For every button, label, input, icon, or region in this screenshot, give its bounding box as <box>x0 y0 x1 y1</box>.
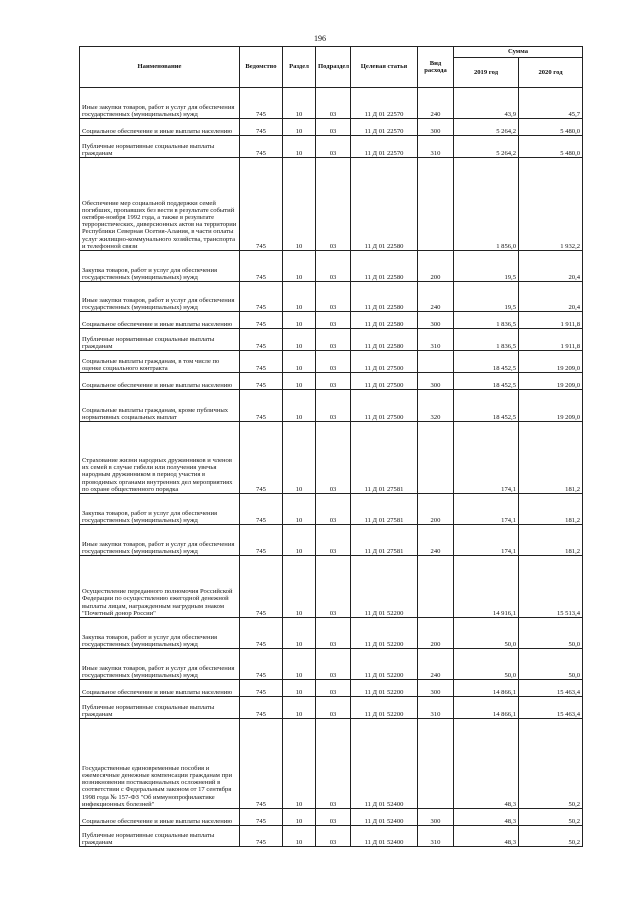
table-row <box>80 312 583 329</box>
row-razdel: 10 <box>283 422 316 494</box>
row-vid <box>418 556 454 618</box>
row-podrazdel: 03 <box>316 719 351 809</box>
row-razdel: 10 <box>283 618 316 649</box>
row-target: 11 Д 01 22580 <box>351 282 418 312</box>
row-name: Осуществление переданного полномочия Российской Федерации по осуществлению ежегодной денежной выплаты лицам, награжденным нагрудным знаком "Почетный донор России" <box>80 556 240 618</box>
row-vedomstvo: 745 <box>240 525 283 556</box>
budget-table <box>79 46 583 847</box>
row-vid: 300 <box>418 680 454 697</box>
row-razdel: 10 <box>283 88 316 119</box>
table-row <box>80 525 583 556</box>
row-razdel: 10 <box>283 390 316 422</box>
row-razdel: 10 <box>283 719 316 809</box>
row-vedomstvo: 745 <box>240 390 283 422</box>
row-razdel: 10 <box>283 809 316 826</box>
row-vid: 300 <box>418 373 454 390</box>
row-2019: 48,3 <box>454 826 519 847</box>
row-vedomstvo: 745 <box>240 158 283 251</box>
table-row <box>80 809 583 826</box>
table-row <box>80 136 583 158</box>
row-2020: 1 911,8 <box>519 312 583 329</box>
row-podrazdel: 03 <box>316 494 351 525</box>
row-target: 11 Д 01 22580 <box>351 251 418 282</box>
row-2019: 43,9 <box>454 88 519 119</box>
row-razdel: 10 <box>283 282 316 312</box>
row-vedomstvo: 745 <box>240 556 283 618</box>
row-2020: 15 463,4 <box>519 680 583 697</box>
row-2020: 15 463,4 <box>519 697 583 719</box>
row-vedomstvo: 745 <box>240 618 283 649</box>
row-vid: 310 <box>418 136 454 158</box>
row-target: 11 Д 01 27500 <box>351 351 418 373</box>
row-2019: 50,0 <box>454 618 519 649</box>
header-vid: Вид расхода <box>418 47 454 88</box>
row-podrazdel: 03 <box>316 88 351 119</box>
row-target: 11 Д 01 22570 <box>351 136 418 158</box>
row-name: Социальные выплаты гражданам, кроме публичных нормативных социальных выплат <box>80 390 240 422</box>
table-row <box>80 158 583 251</box>
row-podrazdel: 03 <box>316 680 351 697</box>
row-name: Публичные нормативные социальные выплаты гражданам <box>80 329 240 351</box>
row-2019: 18 452,5 <box>454 351 519 373</box>
row-vedomstvo: 745 <box>240 373 283 390</box>
row-podrazdel: 03 <box>316 525 351 556</box>
table-row <box>80 119 583 136</box>
row-vedomstvo: 745 <box>240 494 283 525</box>
row-2019: 48,3 <box>454 809 519 826</box>
row-vedomstvo: 745 <box>240 282 283 312</box>
row-target: 11 Д 01 22580 <box>351 329 418 351</box>
row-vid: 320 <box>418 390 454 422</box>
row-target: 11 Д 01 22570 <box>351 119 418 136</box>
row-target: 11 Д 01 52200 <box>351 649 418 680</box>
row-target: 11 Д 01 52200 <box>351 680 418 697</box>
row-name: Публичные нормативные социальные выплаты гражданам <box>80 826 240 847</box>
header-vedomstvo: Ведомство <box>240 47 283 88</box>
row-vedomstvo: 745 <box>240 680 283 697</box>
row-2019: 1 836,5 <box>454 312 519 329</box>
table-row <box>80 680 583 697</box>
row-vid: 300 <box>418 312 454 329</box>
header-summa: Сумма <box>454 47 583 58</box>
row-target: 11 Д 01 52200 <box>351 618 418 649</box>
row-2020: 5 480,0 <box>519 119 583 136</box>
row-vedomstvo: 745 <box>240 119 283 136</box>
row-2019: 14 916,1 <box>454 556 519 618</box>
row-razdel: 10 <box>283 312 316 329</box>
row-vedomstvo: 745 <box>240 251 283 282</box>
row-target: 11 Д 01 27500 <box>351 373 418 390</box>
row-target: 11 Д 01 52400 <box>351 826 418 847</box>
row-target: 11 Д 01 27581 <box>351 494 418 525</box>
row-2019: 5 264,2 <box>454 119 519 136</box>
table-row <box>80 618 583 649</box>
row-2019: 50,0 <box>454 649 519 680</box>
row-2020: 45,7 <box>519 88 583 119</box>
row-vedomstvo: 745 <box>240 719 283 809</box>
row-vedomstvo: 745 <box>240 329 283 351</box>
row-target: 11 Д 01 22570 <box>351 88 418 119</box>
row-vid <box>418 158 454 251</box>
row-target: 11 Д 01 27500 <box>351 390 418 422</box>
row-2020: 5 480,0 <box>519 136 583 158</box>
row-razdel: 10 <box>283 697 316 719</box>
row-razdel: 10 <box>283 119 316 136</box>
row-2019: 14 866,1 <box>454 697 519 719</box>
row-name: Социальное обеспечение и иные выплаты населению <box>80 809 240 826</box>
row-podrazdel: 03 <box>316 556 351 618</box>
row-target: 11 Д 01 27581 <box>351 422 418 494</box>
row-2019: 18 452,5 <box>454 390 519 422</box>
table-row <box>80 826 583 847</box>
table-row <box>80 649 583 680</box>
row-podrazdel: 03 <box>316 422 351 494</box>
header-target: Целевая статья <box>351 47 418 88</box>
row-vedomstvo: 745 <box>240 809 283 826</box>
row-podrazdel: 03 <box>316 329 351 351</box>
row-2019: 19,5 <box>454 282 519 312</box>
row-vid: 300 <box>418 809 454 826</box>
row-target: 11 Д 01 52400 <box>351 809 418 826</box>
row-podrazdel: 03 <box>316 649 351 680</box>
row-name: Социальное обеспечение и иные выплаты населению <box>80 312 240 329</box>
row-vedomstvo: 745 <box>240 351 283 373</box>
row-2020: 19 209,0 <box>519 373 583 390</box>
row-vid <box>418 719 454 809</box>
header-2019: 2019 год <box>454 58 519 88</box>
row-razdel: 10 <box>283 251 316 282</box>
row-name: Государственные единовременные пособия и ежемесячные денежные компенсации гражданам при возникновении поствакцинальных осложнений в соответствии с Федеральным законом от 17 сентября 1998 года № 157-ФЗ "Об иммунопрофилактике инфекционных болезней" <box>80 719 240 809</box>
row-target: 11 Д 01 22580 <box>351 312 418 329</box>
row-2019: 1 836,5 <box>454 329 519 351</box>
table-row <box>80 719 583 809</box>
row-podrazdel: 03 <box>316 373 351 390</box>
row-vid <box>418 351 454 373</box>
row-vedomstvo: 745 <box>240 697 283 719</box>
row-2020: 50,0 <box>519 649 583 680</box>
row-vid: 240 <box>418 88 454 119</box>
row-vedomstvo: 745 <box>240 422 283 494</box>
row-name: Иные закупки товаров, работ и услуг для обеспечения государственных (муниципальных) нужд <box>80 88 240 119</box>
row-razdel: 10 <box>283 158 316 251</box>
table-row <box>80 422 583 494</box>
header-name: Наименование <box>80 47 240 88</box>
table-row <box>80 251 583 282</box>
row-2020: 1 932,2 <box>519 158 583 251</box>
row-razdel: 10 <box>283 351 316 373</box>
table-row <box>80 351 583 373</box>
row-name: Иные закупки товаров, работ и услуг для обеспечения государственных (муниципальных) нужд <box>80 282 240 312</box>
row-razdel: 10 <box>283 373 316 390</box>
row-2019: 1 856,0 <box>454 158 519 251</box>
row-name: Публичные нормативные социальные выплаты гражданам <box>80 136 240 158</box>
row-vid: 300 <box>418 119 454 136</box>
row-2019: 19,5 <box>454 251 519 282</box>
row-razdel: 10 <box>283 494 316 525</box>
row-2020: 181,2 <box>519 494 583 525</box>
row-vid: 240 <box>418 525 454 556</box>
row-vid: 240 <box>418 282 454 312</box>
row-vedomstvo: 745 <box>240 88 283 119</box>
row-razdel: 10 <box>283 680 316 697</box>
row-podrazdel: 03 <box>316 826 351 847</box>
row-target: 11 Д 01 52400 <box>351 719 418 809</box>
header-razdel: Раздел <box>283 47 316 88</box>
row-vedomstvo: 745 <box>240 136 283 158</box>
page-number: 196 <box>314 34 326 43</box>
row-vid: 310 <box>418 826 454 847</box>
row-razdel: 10 <box>283 826 316 847</box>
row-name: Обеспечение мер социальной поддержки семей погибших, пропавших без вести в результате событий октября-ноября 1992 года, а также в результате террористических, диверсионных актов на территории Республики Северная Осетия-Алания, в части оплаты услуг жилищно-коммунального хозяйства, транспорта и телефонной связи <box>80 158 240 251</box>
header-podrazdel: Подраздел <box>316 47 351 88</box>
row-podrazdel: 03 <box>316 618 351 649</box>
row-2020: 1 911,8 <box>519 329 583 351</box>
row-name: Публичные нормативные социальные выплаты гражданам <box>80 697 240 719</box>
row-name: Закупка товаров, работ и услуг для обеспечения государственных (муниципальных) нужд <box>80 251 240 282</box>
row-podrazdel: 03 <box>316 809 351 826</box>
row-target: 11 Д 01 52200 <box>351 556 418 618</box>
row-name: Социальное обеспечение и иные выплаты населению <box>80 373 240 390</box>
row-name: Страхование жизни народных дружинников и членов их семей в случае гибели или получения увечья народным дружинником в период участия в проводимых органами внутренних дел мероприятиях по охране общественного порядка <box>80 422 240 494</box>
row-2020: 50,2 <box>519 809 583 826</box>
row-name: Социальное обеспечение и иные выплаты населению <box>80 680 240 697</box>
row-podrazdel: 03 <box>316 251 351 282</box>
row-2019: 48,3 <box>454 719 519 809</box>
row-2020: 50,0 <box>519 618 583 649</box>
row-vid: 200 <box>418 494 454 525</box>
row-razdel: 10 <box>283 649 316 680</box>
row-target: 11 Д 01 27581 <box>351 525 418 556</box>
row-razdel: 10 <box>283 556 316 618</box>
table-row <box>80 697 583 719</box>
row-2020: 19 209,0 <box>519 351 583 373</box>
row-vedomstvo: 745 <box>240 649 283 680</box>
row-target: 11 Д 01 22580 <box>351 158 418 251</box>
row-2020: 15 513,4 <box>519 556 583 618</box>
row-target: 11 Д 01 52200 <box>351 697 418 719</box>
row-name: Иные закупки товаров, работ и услуг для обеспечения государственных (муниципальных) нужд <box>80 649 240 680</box>
row-vid: 200 <box>418 618 454 649</box>
row-name: Социальное обеспечение и иные выплаты населению <box>80 119 240 136</box>
row-2019: 174,1 <box>454 422 519 494</box>
row-2020: 20,4 <box>519 251 583 282</box>
row-2019: 14 866,1 <box>454 680 519 697</box>
table-row <box>80 373 583 390</box>
row-2020: 50,2 <box>519 826 583 847</box>
table-row <box>80 88 583 119</box>
row-name: Социальные выплаты гражданам, в том числе по оценке социального контракта <box>80 351 240 373</box>
row-vedomstvo: 745 <box>240 312 283 329</box>
row-podrazdel: 03 <box>316 390 351 422</box>
row-vid <box>418 422 454 494</box>
row-podrazdel: 03 <box>316 119 351 136</box>
row-2020: 20,4 <box>519 282 583 312</box>
row-podrazdel: 03 <box>316 312 351 329</box>
row-razdel: 10 <box>283 525 316 556</box>
table-row <box>80 329 583 351</box>
row-2019: 18 452,5 <box>454 373 519 390</box>
row-podrazdel: 03 <box>316 282 351 312</box>
row-2019: 174,1 <box>454 494 519 525</box>
row-vedomstvo: 745 <box>240 826 283 847</box>
row-vid: 310 <box>418 697 454 719</box>
row-2020: 50,2 <box>519 719 583 809</box>
table-row <box>80 556 583 618</box>
header-2020: 2020 год <box>519 58 583 88</box>
row-2019: 5 264,2 <box>454 136 519 158</box>
row-podrazdel: 03 <box>316 136 351 158</box>
row-podrazdel: 03 <box>316 351 351 373</box>
row-vid: 310 <box>418 329 454 351</box>
row-2020: 181,2 <box>519 525 583 556</box>
row-razdel: 10 <box>283 329 316 351</box>
row-name: Закупка товаров, работ и услуг для обеспечения государственных (муниципальных) нужд <box>80 618 240 649</box>
row-vid: 200 <box>418 251 454 282</box>
row-name: Закупка товаров, работ и услуг для обеспечения государственных (муниципальных) нужд <box>80 494 240 525</box>
row-vid: 240 <box>418 649 454 680</box>
row-podrazdel: 03 <box>316 697 351 719</box>
row-name: Иные закупки товаров, работ и услуг для обеспечения государственных (муниципальных) нужд <box>80 525 240 556</box>
table-row <box>80 494 583 525</box>
row-podrazdel: 03 <box>316 158 351 251</box>
row-2019: 174,1 <box>454 525 519 556</box>
row-razdel: 10 <box>283 136 316 158</box>
row-2020: 181,2 <box>519 422 583 494</box>
table-row <box>80 282 583 312</box>
table-row <box>80 390 583 422</box>
row-2020: 19 209,0 <box>519 390 583 422</box>
